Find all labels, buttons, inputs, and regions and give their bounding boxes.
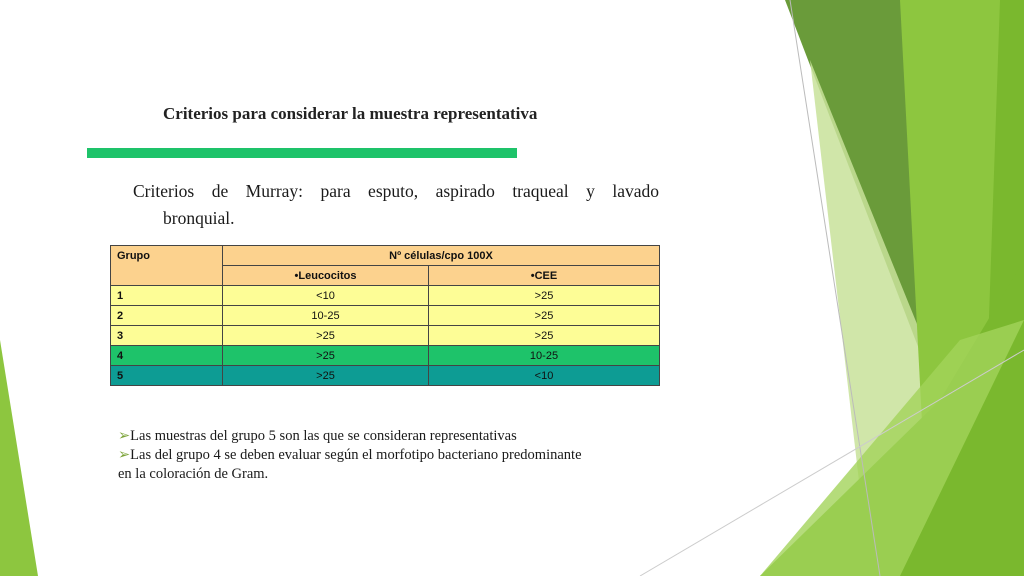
table-row bbox=[111, 346, 660, 366]
cee-cell: <10 bbox=[429, 366, 660, 386]
group-cell: 4 bbox=[111, 346, 223, 366]
table-header-row bbox=[111, 246, 660, 266]
note-item bbox=[118, 427, 582, 446]
group-cell: 3 bbox=[111, 326, 223, 346]
notes-block bbox=[118, 427, 582, 484]
table-row bbox=[111, 366, 660, 386]
table-row bbox=[111, 326, 660, 346]
group-cell: 2 bbox=[111, 306, 223, 326]
murray-criteria-table bbox=[110, 245, 660, 386]
header-cee: •CEE bbox=[429, 266, 660, 286]
title-underline-bar bbox=[87, 148, 517, 158]
leuco-cell: <10 bbox=[223, 286, 429, 306]
note-text: Las del grupo 4 se deben evaluar según el morfotipo bacteriano predominante bbox=[130, 447, 582, 463]
note-text: Las muestras del grupo 5 son las que se consideran representativas bbox=[130, 428, 517, 444]
group-cell: 5 bbox=[111, 366, 223, 386]
table-row bbox=[111, 286, 660, 306]
leuco-cell: 10-25 bbox=[223, 306, 429, 326]
slide-title: Criterios para considerar la muestra representativa bbox=[163, 104, 538, 123]
arrow-bullet-icon: ➢ bbox=[118, 428, 131, 444]
group-cell: 1 bbox=[111, 286, 223, 306]
leuco-cell: >25 bbox=[223, 326, 429, 346]
note-item bbox=[118, 446, 582, 465]
header-leucocitos: •Leucocitos bbox=[223, 266, 429, 286]
leuco-cell: >25 bbox=[223, 366, 429, 386]
cee-cell: >25 bbox=[429, 286, 660, 306]
cee-cell: >25 bbox=[429, 306, 660, 326]
table-row bbox=[111, 306, 660, 326]
left-green-shape bbox=[0, 340, 38, 576]
subtitle-line-1: Criterios de Murray: para esputo, aspirado traqueal y lavado bbox=[133, 181, 659, 201]
header-grupo: Grupo bbox=[111, 246, 223, 286]
cee-cell: 10-25 bbox=[429, 346, 660, 366]
note-continuation: en la coloración de Gram. bbox=[118, 466, 269, 482]
subtitle-line-2: bronquial. bbox=[163, 208, 235, 228]
arrow-bullet-icon: ➢ bbox=[118, 447, 131, 463]
cee-cell: >25 bbox=[429, 326, 660, 346]
leuco-cell: >25 bbox=[223, 346, 429, 366]
header-cells-count: Nº células/cpo 100X bbox=[223, 246, 660, 266]
